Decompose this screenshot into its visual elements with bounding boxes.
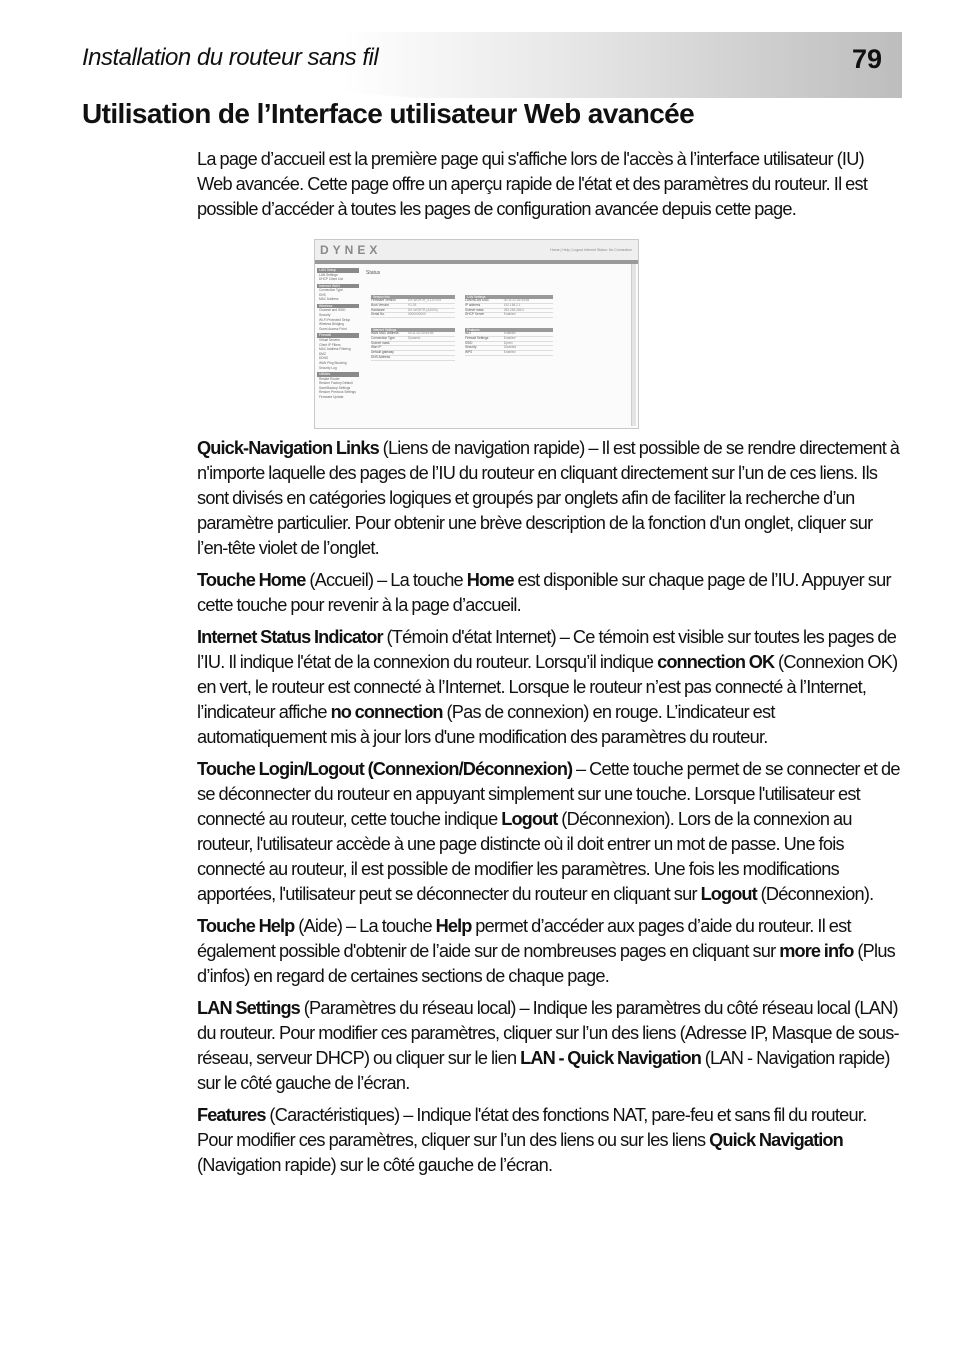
screenshot-panel-header: LAN Settings bbox=[465, 295, 553, 299]
term-touche-help: Touche Help bbox=[197, 916, 295, 936]
screenshot-panel-row: LAN/WLAN MAC 00:11:22:33:44:55 bbox=[465, 299, 553, 304]
screenshot-sidebar-link: Save/Backup Settings bbox=[319, 385, 351, 390]
screenshot-panel-row: Boot Version V1.03 bbox=[371, 304, 455, 309]
screenshot-panel-row: SSID Dynex bbox=[465, 342, 553, 347]
router-ui-screenshot bbox=[314, 239, 639, 429]
screenshot-sidebar-category: Utilities bbox=[317, 372, 359, 377]
panel-version-info bbox=[371, 295, 455, 318]
screenshot-panel-row: WAN MAC address 00:11:22:33:44:56 bbox=[371, 332, 455, 337]
screenshot-panel-row: Hardware DX-WGRTR (A2000) bbox=[371, 309, 455, 314]
screenshot-sidebar-link: MAC Address Filtering bbox=[319, 347, 351, 352]
panel-lan-settings bbox=[465, 295, 553, 318]
screenshot-sidebar-link: Restore Previous Settings bbox=[319, 390, 356, 395]
screenshot-sidebar-link: Restore Factory Default bbox=[319, 381, 353, 386]
term-touche-home: Touche Home bbox=[197, 570, 306, 590]
description-list bbox=[197, 436, 900, 1185]
screenshot-sidebar-link: Connection Type bbox=[319, 288, 343, 293]
screenshot-panel-row: Wan IP bbox=[371, 346, 455, 351]
screenshot-sidebar-link: Client IP Filters bbox=[319, 342, 341, 347]
term-features: Features bbox=[197, 1105, 266, 1125]
term-internet-status-indicator: Internet Status Indicator bbox=[197, 627, 383, 647]
screenshot-sidebar-link: Firmware Update bbox=[319, 394, 344, 399]
screenshot-panel-row: Firewall Settings Enabled bbox=[465, 337, 553, 342]
screenshot-sidebar-link: Security bbox=[319, 313, 331, 318]
screenshot-panel-row: NAT Enabled bbox=[465, 332, 553, 337]
screenshot-sidebar-link: Security Log bbox=[319, 365, 337, 370]
screenshot-panel-row: IP address 192.168.2.1 bbox=[465, 304, 553, 309]
screenshot-panel-row: Subnet mask bbox=[371, 342, 455, 347]
screenshot-sidebar-link: DNS bbox=[319, 292, 326, 297]
panel-features bbox=[465, 328, 553, 356]
screenshot-panel-header: Version Info bbox=[371, 295, 455, 299]
running-title: Installation du routeur sans fil bbox=[82, 44, 379, 71]
screenshot-panel-row: Subnet mask 255.255.255.0 bbox=[465, 309, 553, 314]
screenshot-sidebar-link: WAN Ping Blocking bbox=[319, 360, 347, 365]
screenshot-sidebar-link: LAN Settings bbox=[319, 272, 338, 277]
screenshot-sidebar-link: DHCP Client List bbox=[319, 277, 343, 282]
section-title: Utilisation de l’Interface utilisateur Web avancée bbox=[82, 98, 695, 129]
screenshot-sidebar-link: MAC Address bbox=[319, 297, 339, 302]
screenshot-sidebar-category: Internet WAN bbox=[317, 284, 359, 289]
screenshot-sidebar-link: Wireless Bridging bbox=[319, 322, 344, 327]
screenshot-panel-row: DNS Address bbox=[371, 356, 455, 361]
paragraph-lan-settings: LAN Settings (Paramètres du réseau local) – Indique les paramètres du côté réseau local (LAN) du routeur. Pour modifier ces paramètres, cliquer sur l’un des liens (Adresse IP, Masque de sous-réseau, serveur DHCP) ou cliquer sur le lien LAN - Quick Navigation (LAN - Navigation rapide) sur le côté gauche de l’écran. bbox=[197, 998, 899, 1093]
screenshot-status-heading: Status bbox=[366, 270, 381, 276]
screenshot-top-links: Home | Help | Logout Internet Status: No Connection bbox=[550, 248, 632, 252]
screenshot-sidebar-link: Guest Access Point bbox=[319, 326, 347, 331]
screenshot-sidebar-category: Wireless bbox=[317, 304, 359, 309]
screenshot-panel-header: Internet Settings bbox=[371, 328, 455, 332]
panel-internet-settings bbox=[371, 328, 455, 361]
screenshot-nav-bar bbox=[315, 260, 638, 264]
intro-paragraph: La page d’accueil est la première page qui s'affiche lors de l'accès à l’interface utilisateur (IU) Web avancée. Cette page offre un aperçu rapide de l'état et des paramètres du routeur. Il est possible d’accéder à toutes les pages de configuration avancée depuis cette page. bbox=[197, 149, 868, 219]
screenshot-panel-row: Default gateway bbox=[371, 351, 455, 356]
screenshot-sidebar-link: Channel and SSID bbox=[319, 308, 346, 313]
paragraph-quick-navigation: Quick-Navigation Links (Liens de navigation rapide) – Il est possible de se rendre directement à n'importe laquelle des pages de l’IU du routeur en cliquant directement sur l’un de ces liens. Ils sont divisés en catégories logiques et groupés par onglets afin de faciliter la recherche d’un paramètre particulier. Pour obtenir une brève description de la fonction d'un onglet, cliquer sur l’en-tête violet de l’onglet. bbox=[197, 438, 900, 558]
screenshot-panel-row: WPS Enabled bbox=[465, 351, 553, 356]
screenshot-panel-row: DHCP Server Enabled bbox=[465, 313, 553, 318]
screenshot-panel-header: Features bbox=[465, 328, 553, 332]
paragraph-home: Touche Home (Accueil) – La touche Home est disponible sur chaque page de l’IU. Appuyer sur cette touche pour revenir à la page d’accueil. bbox=[197, 570, 891, 615]
screenshot-sidebar-link: Restart Router bbox=[319, 376, 340, 381]
screenshot-panel-row: Connection Type Dynamic bbox=[371, 337, 455, 342]
screenshot-sidebar-category: Firewall bbox=[317, 333, 359, 338]
screenshot-sidebar-link: Virtual Servers bbox=[319, 337, 340, 342]
paragraph-help: Touche Help (Aide) – La touche Help permet d’accéder aux pages d’aide du routeur. Il est également possible d'obtenir de l’aide sur de nombreuses pages en cliquant sur more info (Plus d’infos) en regard de certaines sections de chaque page. bbox=[197, 916, 896, 986]
term-quick-navigation-links: Quick-Navigation Links bbox=[197, 438, 379, 458]
screenshot-sidebar-link: Wi-Fi Protected Setup bbox=[319, 317, 351, 322]
paragraph-features: Features (Caractéristiques) – Indique l'état des fonctions NAT, pare-feu et sans fil du routeur. Pour modifier ces paramètres, cliquer sur l’un des liens ou sur les liens Quick Navigation (Navigation rapide) sur le côté gauche de l’écran. bbox=[197, 1105, 867, 1175]
term-lan-settings: LAN Settings bbox=[197, 998, 300, 1018]
screenshot-sidebar-link: DMZ bbox=[319, 351, 326, 356]
paragraph-login-logout: Touche Login/Logout (Connexion/Déconnexion) – Cette touche permet de se connecter et de se déconnecter du routeur en appuyant simplement sur une touche. Lorsque l'utilisateur est connecté au routeur, cette touche indique Logout (Déconnexion). Lors de la connexion au routeur, l'utilisateur accède à une page distincte où il doit entrer un mot de passe. Une fois connecté au routeur, il est possible de modifier les paramètres. Une fois les modifications apportées, l'utilisateur peut se déconnecter du routeur en cliquant sur Logout (Déconnexion). bbox=[197, 759, 900, 904]
screenshot-scrollbar bbox=[631, 264, 636, 426]
dynex-logo: DYNEX bbox=[320, 243, 382, 257]
screenshot-sidebar-link: DDNS bbox=[319, 356, 329, 361]
screenshot-panel-row: Firmware Version DX-WGRTR_V1.0.0.04 bbox=[371, 299, 455, 304]
page-number: 79 bbox=[852, 44, 883, 74]
screenshot-panel-row: Security Disabled bbox=[465, 346, 553, 351]
screenshot-sidebar-category: LAN Setup bbox=[317, 268, 359, 273]
screenshot-panel-row: Serial No. 0000000000 bbox=[371, 313, 455, 318]
term-touche-login-logout: Touche Login/Logout (Connexion/Déconnexion) bbox=[197, 759, 573, 779]
screenshot-sidebar bbox=[317, 266, 359, 400]
paragraph-internet-status: Internet Status Indicator (Témoin d'état Internet) – Ce témoin est visible sur toutes les pages de l’IU. Il indique l'état de la connexion du routeur. Lorsqu’il indique connection OK (Connexion OK) en vert, le routeur est connecté à l’Internet. Lorsque le routeur n’est pas connecté à l’Internet, l’indicateur affiche no connection (Pas de connexion) en rouge. L’indicateur est automatiquement mis à jour lors d'une modification des paramètres du routeur. bbox=[197, 627, 898, 747]
